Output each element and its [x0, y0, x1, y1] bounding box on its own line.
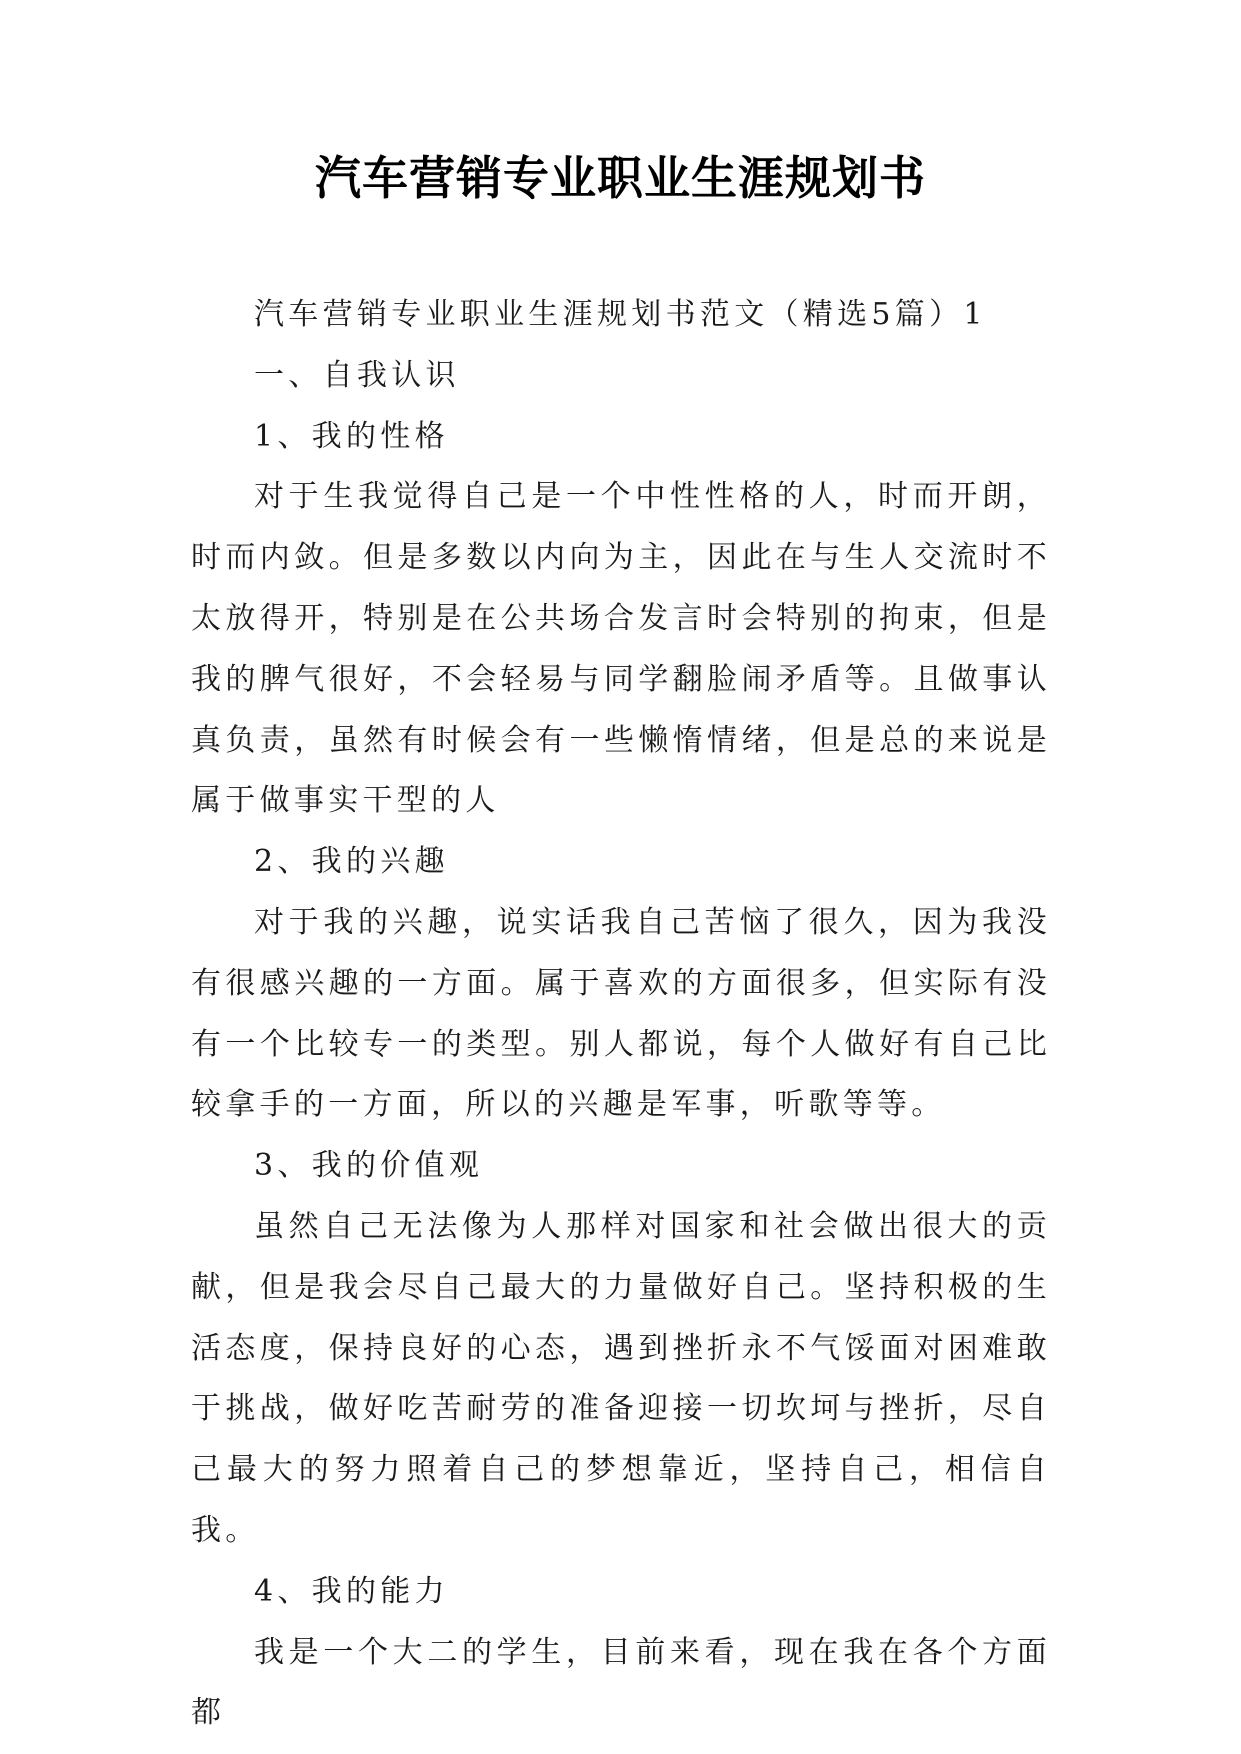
subheading-personality: 1、我的性格	[254, 418, 449, 454]
document-title: 汽车营销专业职业生涯规划书	[315, 151, 926, 205]
paragraph-interests: 对于我的兴趣，说实话我自己苦恼了很久，因为我没有很感兴趣的一方面。属于喜欢的方面很多，但实际有没有一个比较专一的类型。别人都说，每个人做好有自己比较拿手的一方面，所以的兴趣是军事，听歌等等。	[191, 904, 1051, 1123]
document-body	[191, 285, 1051, 1744]
subtitle-paragraph: 汽车营销专业职业生涯规划书范文（精选5篇）1	[254, 297, 987, 332]
subheading-values: 3、我的价值观	[254, 1148, 484, 1184]
paragraph-personality: 对于生我觉得自己是一个中性性格的人，时而开朗，时而内敛。但是多数以内向为主，因此在与生人交流时不太放得开，特别是在公共场合发言时会特别的拘束，但是我的脾气很好，不会轻易与同学翻脸闹矛盾等。且做事认真负责，虽然有时候会有一些懒惰情绪，但是总的来说是属于做事实干型的人	[191, 479, 1051, 819]
paragraph-values: 虽然自己无法像为人那样对国家和社会做出很大的贡献，但是我会尽自己最大的力量做好自己。坚持积极的生活态度，保持良好的心态，遇到挫折永不气馁面对困难敢于挑战，做好吃苦耐劳的准备迎接一切坎坷与挫折，尽自己最大的努力照着自己的梦想靠近，坚持自己，相信自我。	[191, 1208, 1051, 1548]
subheading-abilities: 4、我的能力	[254, 1573, 449, 1609]
paragraph-abilities: 我是一个大二的学生，目前来看，现在我在各个方面都	[191, 1634, 1051, 1731]
subheading-interests: 2、我的兴趣	[254, 844, 449, 880]
section-heading-self-awareness: 一、自我认识	[254, 357, 460, 393]
